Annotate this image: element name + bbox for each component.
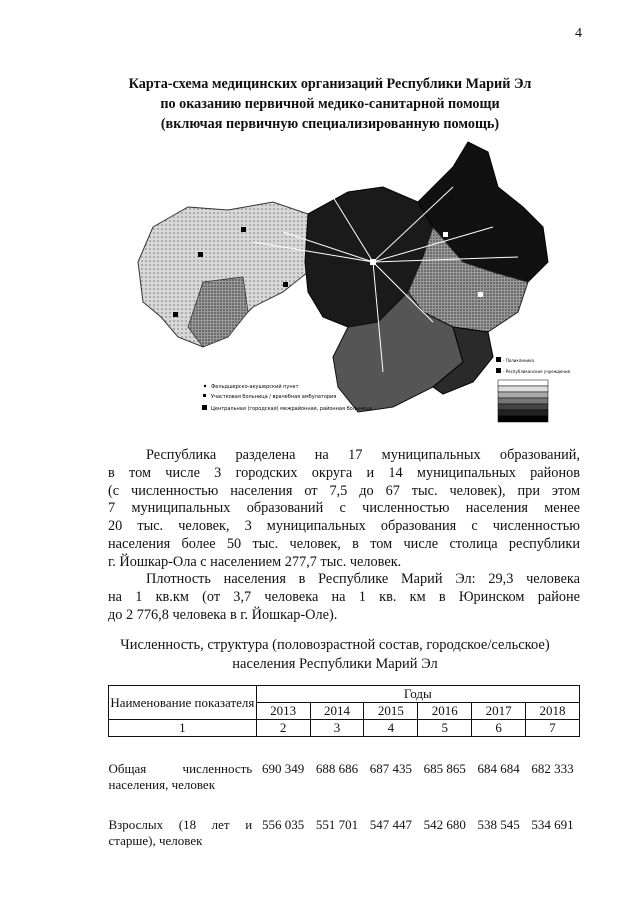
region-map — [133, 132, 571, 427]
value-cell: 690 349 — [262, 761, 305, 776]
indicator-header: Наименование показателя — [109, 686, 257, 720]
map-legend-item-3: Центральная (городская) межрайонная, районная больница — [211, 406, 372, 412]
page-number: 4 — [575, 26, 582, 41]
text-line: (с численностью населения от 7,5 до 67 тыс. человек), при этом — [108, 482, 580, 499]
value-cell: 551 701 — [315, 817, 359, 832]
col-number: 3 — [310, 720, 364, 737]
text-line: 7 муниципальных образований с численностью населения менее — [108, 500, 580, 517]
value-cell: 534 691 — [531, 817, 574, 832]
text-line: населения более 50 тыс. человек, в том числе столица республики — [108, 535, 580, 552]
text-line: Республика разделена на 17 муниципальных образований, — [146, 447, 580, 463]
map-title-line: (включая первичную специализированную помощь) — [160, 116, 500, 132]
republic-institution-icon — [496, 368, 501, 373]
value-cell: 684 684 — [477, 761, 520, 776]
text-line: на 1 кв.км (от 3,7 человека на 1 кв. км в Юринском районе — [108, 588, 580, 605]
value-cell: 685 865 — [423, 761, 466, 776]
polyclinic-icon — [496, 357, 501, 362]
col-number: 7 — [526, 720, 580, 737]
map-legend-item-2: Участковая больница / врачебная амбулатория — [211, 394, 337, 400]
map-legend-item-1: Фельдшерско-акушерский пункт — [211, 384, 299, 390]
col-number: 4 — [364, 720, 418, 737]
value-cell: 547 447 — [369, 817, 413, 832]
map-title — [100, 74, 560, 134]
year-cell: 2015 — [364, 703, 418, 720]
value-cell: 542 680 — [423, 817, 466, 832]
value-cell: 556 035 — [262, 817, 305, 832]
row-label: Общая численность населения, человек — [108, 761, 253, 792]
text-line: Плотность населения в Республике Марий Эл: 29,3 человека — [146, 571, 580, 587]
value-cell: 538 545 — [477, 817, 520, 832]
map-legend-right-1: - Поликлиника — [503, 358, 534, 363]
table-row — [109, 761, 580, 793]
table-caption-line: Численность, структура (половозрастной состав, городское/сельское) — [120, 637, 550, 653]
text-line: в том числе 3 городских округа и 14 муниципальных районов — [108, 464, 580, 481]
table-caption — [100, 636, 570, 674]
value-cell: 687 435 — [369, 761, 413, 776]
table-caption-line: населения Республики Марий Эл — [232, 656, 438, 672]
paragraph-density — [108, 571, 580, 624]
col-number: 2 — [256, 720, 310, 737]
value-cell: 688 686 — [315, 761, 359, 776]
map-title-line: по оказанию первичной медико-санитарной помощи — [160, 96, 500, 112]
col-number: 6 — [472, 720, 526, 737]
map-legend — [202, 385, 207, 410]
population-table — [108, 685, 580, 849]
col-number: 5 — [418, 720, 472, 737]
year-cell: 2016 — [418, 703, 472, 720]
row-label: Взрослых (18 лет и старше), человек — [108, 817, 253, 848]
year-cell: 2018 — [526, 703, 580, 720]
paragraph-districts — [108, 447, 580, 572]
years-header: Годы — [256, 686, 579, 703]
year-cell: 2017 — [472, 703, 526, 720]
value-cell: 682 333 — [531, 761, 574, 776]
text-line: 20 тыс. человек, 3 муниципальных образования с численностью — [108, 518, 580, 535]
text-line: г. Йошкар-Ола с населением 277,7 тыс. человек. — [108, 553, 402, 570]
text-line: до 2 776,8 человека в г. Йошкар-Оле). — [108, 606, 338, 623]
map-title-line: Карта-схема медицинских организаций Республики Марий Эл — [128, 76, 532, 92]
map-legend-right-2: - Республиканские учреждения — [503, 369, 571, 374]
year-cell: 2013 — [256, 703, 310, 720]
year-cell: 2014 — [310, 703, 364, 720]
density-scale — [498, 380, 548, 422]
table-row — [109, 817, 580, 849]
col-number: 1 — [109, 720, 257, 737]
